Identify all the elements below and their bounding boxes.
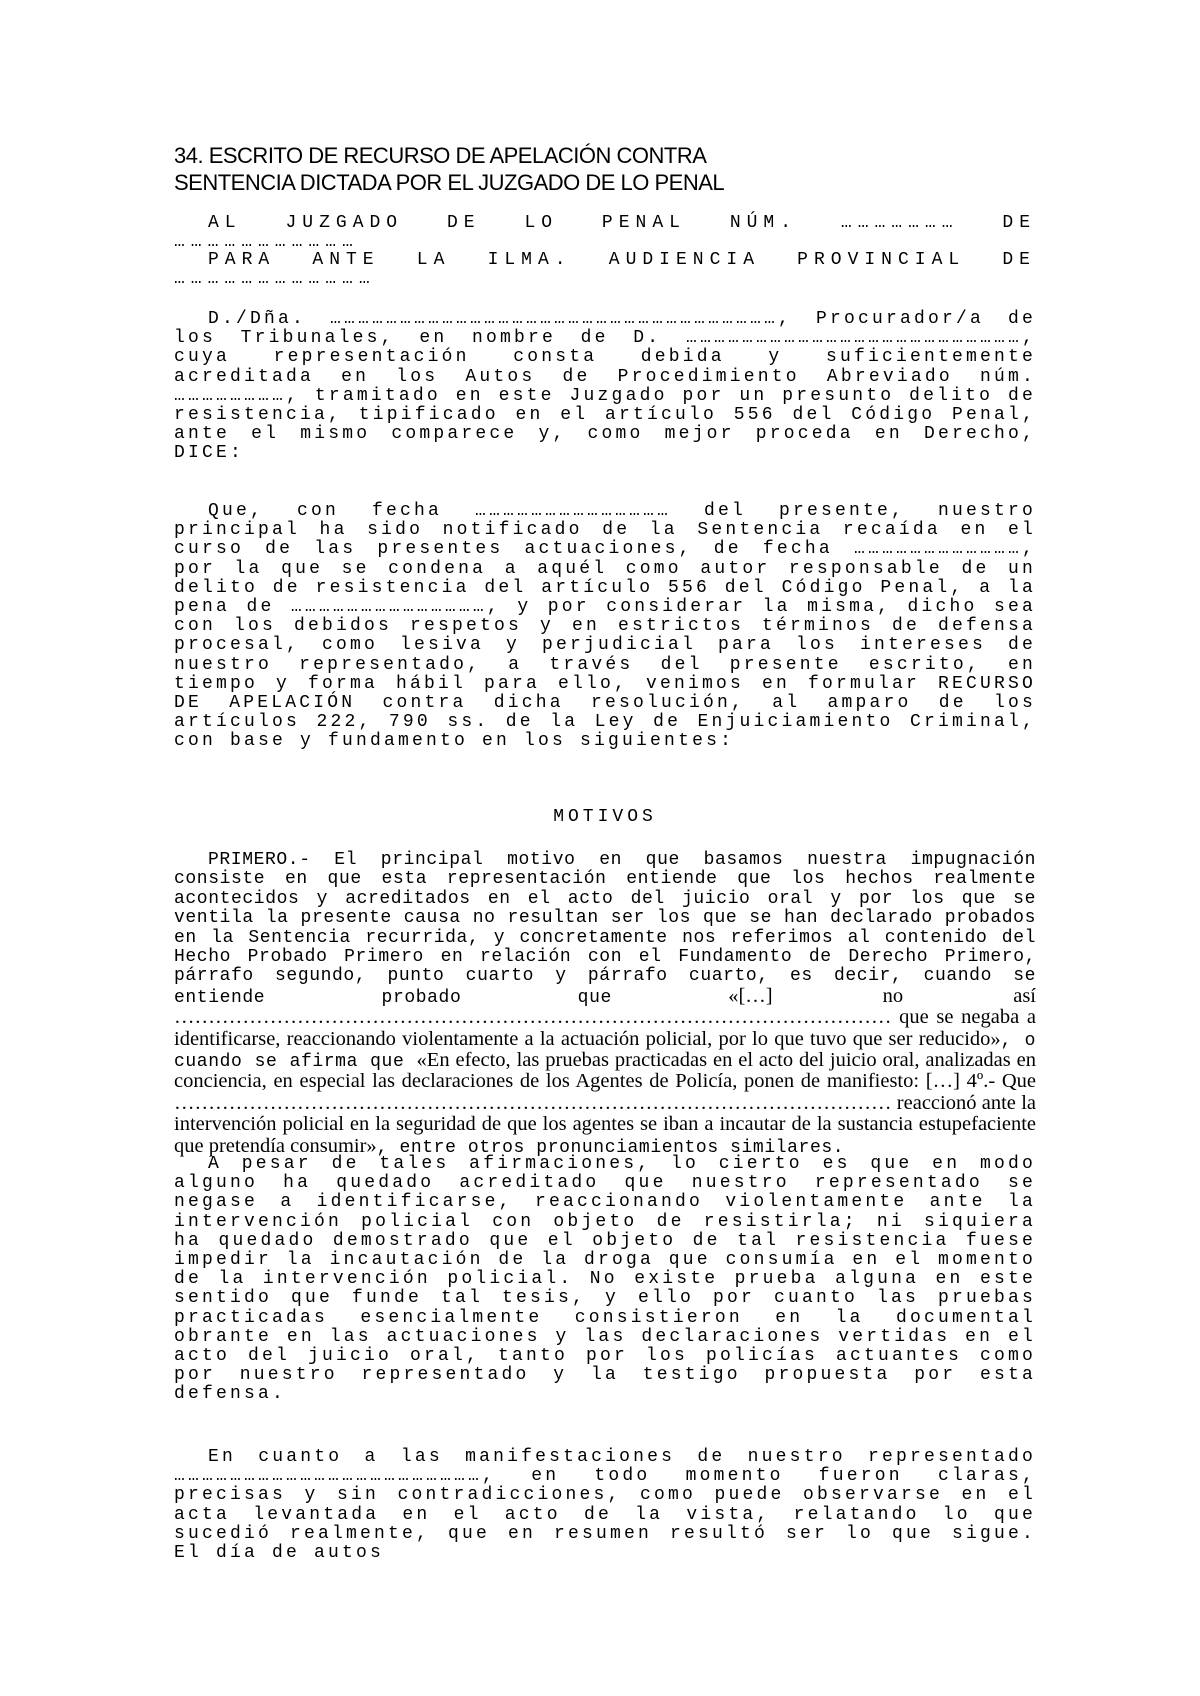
- paragraph-primero: [174, 851, 1036, 1158]
- title-line-2: SENTENCIA DICTADA POR EL JUZGADO DE LO PENAL: [174, 170, 725, 195]
- title-line-1: 34. ESCRITO DE RECURSO DE APELACIÓN CONTRA: [174, 143, 707, 168]
- address-line-court: AL JUZGADO DE LO PENAL NÚM. ………………… DE ……………………………: [174, 213, 1036, 253]
- paragraph-notification: Que, con fecha …………………………………… del presente, nuestro principal ha sido notificado de la Sentencia recaída en el curso de las presentes actuaciones, de fecha ………………………………, por la que se condena a aquél como autor responsable de un delito de resistencia del artículo 556 del Código Penal, a la pena de ……………………………………, y por considerar la misma, dicho sea con los debidos respetos y en estrictos términos de defensa procesal, como lesiva y perjudicial para los intereses de nuestro representado, a través del presente escrito, en tiempo y forma hábil para ello, venimos en formular RECURSO DE APELACIÓN contra dicha resolución, al amparo de los artículos 222, 790 ss. de la Ley de Enjuiciamiento Criminal, con base y fundamento en los siguientes:: [174, 501, 1036, 752]
- paragraph-manifestaciones: En cuanto a las manifestaciones de nuestro representado …………………………………………………………, en todo momento fueron claras, precisas y sin contradicciones, como puede observarse en el acta levantada en el acto de la vista, relatando lo que sucedió realmente, que en resumen resultó ser lo que sigue. El día de autos: [174, 1447, 1036, 1564]
- primero-quote-1: «[…] no así …………………………………………………………………………………………… que se negaba a identificarse, reaccionando violentamente a la actuación policial, por lo que tuvo que ser reducido»: [174, 984, 1036, 1050]
- document-title: [174, 142, 1036, 196]
- primero-text-2: , o cuando se afirma que: [174, 1030, 1036, 1073]
- primero-quote-2: «En efecto, las pruebas practicadas en el acto del juicio oral, analizadas en conciencia, en especial las declaraciones de los Agentes de Policía, ponen de manifiesto: […] 4º.- Que …………………………………………………………………………………………… reaccionó ante la intervención policial en la seguridad de que los agentes se iban a incautar de la sustancia estupefaciente que pretendía consumir»: [174, 1049, 1037, 1157]
- primero-text-1: PRIMERO.- El principal motivo en que basamos nuestra impugnación consiste en que esta representación entiende que los hechos realmente acontecidos y acreditados en el acto del juicio oral y por los que se ventila la presente causa no resultan ser los que se han declarado probados en la Sentencia recurrida, y concretamente nos referimos al contenido del Hecho Probado Primero en relación con el Fundamento de Derecho Primero, párrafo segundo, punto cuarto y párrafo cuarto, es decir, cuando se entiende probado que: [174, 850, 1036, 1008]
- paragraph-intro: D./Dña. ……………………………………………………………………………………, Procurador/a de los Tribunales, en nombre de D. ………………………………………………………………, cuya representación consta debida y suficientemente acreditada en los Autos de Procedimiento Abreviado núm. ……………………, tramitado en este Juzgado por un presunto delito de resistencia, tipificado en el artículo 556 del Código Penal, ante el mismo comparece y, como mejor proceda en Derecho, DICE:: [174, 309, 1036, 464]
- paragraph-afirmaciones: A pesar de tales afirmaciones, lo cierto es que en modo alguno ha quedado acreditado que nuestro representado se negase a identificarse, reaccionando violentamente ante la intervención policial con objeto de resistirla; ni siquiera ha quedado demostrado que el objeto de tal resistencia fuese impedir la incautación de la droga que consumía en el momento de la intervención policial. No existe prueba alguna en este sentido que funde tal tesis, y ello por cuanto las pruebas practicadas esencialmente consistieron en la documental obrante en las actuaciones y las declaraciones vertidas en el acto del juicio oral, tanto por los policías actuantes como por nuestro representado y la testigo propuesta por esta defensa.: [174, 1154, 1036, 1405]
- primero-text-3: , entre otros pronunciamientos similares.: [376, 1137, 845, 1158]
- address-line-audiencia: PARA ANTE LA ILMA. AUDIENCIA PROVINCIAL DE ………………………………: [174, 250, 1036, 290]
- motivos-heading: MOTIVOS: [553, 807, 657, 827]
